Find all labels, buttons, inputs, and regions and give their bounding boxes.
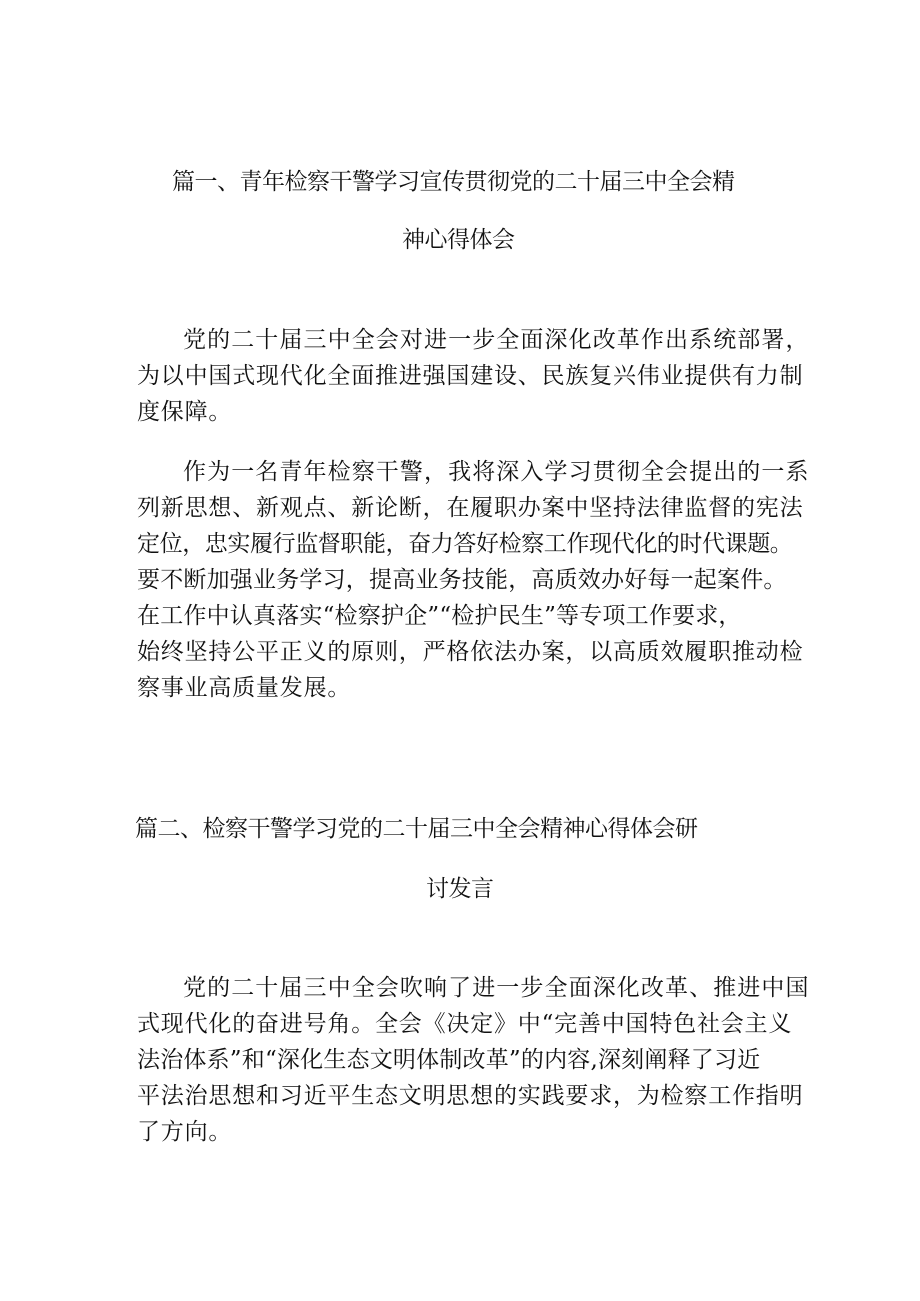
paragraph-line: 式现代化的奋进号角。全会《决定》中“完善中国特色社会主义	[137, 1011, 793, 1037]
paragraph-line: 度保障。	[137, 399, 233, 425]
section2-paragraph1	[137, 970, 810, 1150]
paragraph-line: 察事业高质量发展。	[137, 675, 352, 701]
paragraph-line: 法治体系”和“深化生态文明体制改革”的内容,深刻阐释了习近	[137, 1047, 761, 1073]
section1-title-line1: 篇一、青年检察干警学习宣传贯彻党的二十届三中全会精	[172, 169, 735, 195]
paragraph-line: 作为一名青年检察干警，我将深入学习贯彻全会提出的一系	[183, 459, 810, 485]
paragraph-line: 平法治思想和习近平生态文明思想的实践要求，为检察工作指明	[137, 1083, 804, 1109]
paragraph-line: 要不断加强业务学习，提高业务技能，高质效办好每一起案件。	[137, 567, 787, 593]
paragraph-line: 列新思想、新观点、新论断，在履职办案中坚持法律监督的宪法	[137, 495, 804, 521]
section2-title-line1: 篇二、检察干警学习党的二十届三中全会精神心得体会研	[135, 816, 698, 842]
section1-paragraph1	[137, 322, 810, 430]
paragraph-line: 在工作中认真落实“检察护企”“检护民生”等专项工作要求，	[137, 603, 742, 629]
paragraph-line: 了方向。	[137, 1119, 233, 1145]
paragraph-line: 为以中国式现代化全面推进强国建设、民族复兴伟业提供有力制	[137, 363, 804, 389]
section1-title-line2: 神心得体会	[402, 227, 515, 253]
paragraph-line: 始终坚持公平正义的原则，严格依法办案，以高质效履职推动检	[137, 639, 804, 665]
paragraph-line: 党的二十届三中全会吹响了进一步全面深化改革、推进中国	[183, 975, 810, 1001]
paragraph-line: 定位，忠实履行监督职能，奋力答好检察工作现代化的时代课题。	[137, 531, 793, 557]
section1-paragraph2	[137, 454, 810, 706]
section2-title-line2: 讨发言	[426, 876, 494, 902]
paragraph-line: 党的二十届三中全会对进一步全面深化改革作出系统部署，	[183, 327, 810, 353]
